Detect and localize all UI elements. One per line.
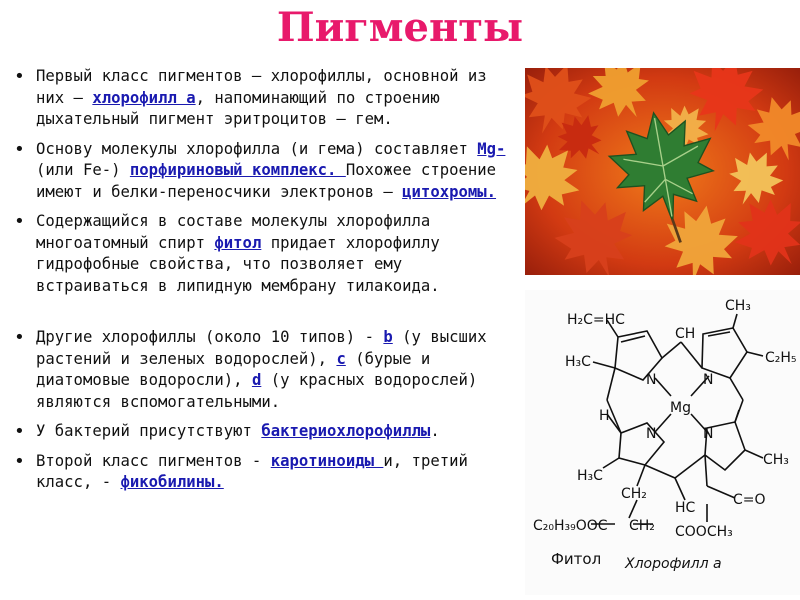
link-chlorophyll-a[interactable]: хлорофилл а [92, 88, 196, 107]
bullet-phytol [14, 211, 524, 297]
h-label: H [599, 408, 610, 424]
text: . [430, 422, 440, 440]
bullet-other-chlorophylls [14, 327, 524, 413]
co-label: C=O [733, 492, 766, 508]
chlorophyll-caption: Хлорофилл a [625, 556, 722, 572]
link-phycobilins[interactable]: фикобилины. [120, 473, 224, 491]
ch3-label: CH₃ [725, 298, 751, 314]
text: и, третий класс, - [36, 451, 468, 491]
phytyl-ester-label: C₂₀H₃₉OOC [533, 518, 608, 534]
link-mg[interactable]: Mg- [477, 139, 506, 158]
n-label-1: N [646, 372, 657, 388]
bullet-second-class [14, 451, 524, 494]
h3c-lower-label: H₃C [577, 468, 603, 484]
leaves-drawing [525, 68, 800, 275]
text: (или Fe-) [36, 161, 130, 179]
autumn-leaves-image [525, 68, 800, 275]
hc-label: HC [675, 500, 696, 516]
h3c-label: H₃C [565, 354, 591, 370]
text: Похожее строение имеют и белки-переносчики электронов – [36, 161, 497, 201]
text: (у высших растений и зеленых водорослей), [36, 328, 487, 368]
page-title: Пигменты [276, 4, 524, 51]
link-bacteriochlorophylls[interactable]: бактериохлорофиллы [261, 422, 431, 440]
text: (бурые и диатомовые водоросли), [36, 349, 431, 389]
mg-label: Mg [670, 400, 691, 416]
text: Второй класс пигментов - [36, 451, 271, 470]
ch2-label-1: CH₂ [621, 486, 647, 502]
text: Другие хлорофиллы (около 10 типов) - [36, 328, 384, 346]
bullet-chlorophylls [14, 66, 524, 131]
text: У бактерий присутствуют [36, 422, 262, 440]
c2h5-label: C₂H₅ [765, 350, 797, 366]
vinyl-label: H₂C=HC [567, 312, 625, 328]
link-cytochromes[interactable]: цитохромы. [402, 182, 497, 201]
link-chlorophyll-d[interactable]: d [251, 371, 262, 389]
text: Содержащийся в составе молекулы хлорофилла многоатомный спирт [36, 212, 431, 252]
cooch3-label: COOCH₃ [675, 524, 733, 540]
link-phytol[interactable]: фитол [214, 233, 262, 252]
ch-bridge-label: CH [675, 326, 696, 342]
text: (у красных водорослей) являются вспомогательными. [36, 371, 478, 411]
link-carotenoids[interactable]: каротиноиды [270, 451, 384, 470]
link-chlorophyll-b[interactable]: b [383, 328, 393, 346]
n-label-3: N [646, 426, 657, 442]
ch3-right-label: CH₃ [763, 452, 789, 468]
link-porphyrin-complex[interactable]: порфириновый комплекс. [129, 161, 346, 179]
bullet-list [14, 66, 524, 502]
text: Основу молекулы хлорофилла (и гема) составляет [36, 139, 478, 158]
phytol-caption: Фитол [551, 550, 602, 568]
n-label-4: N [703, 426, 714, 442]
bullet-bacteria [14, 421, 524, 443]
text: Первый класс пигментов – хлорофиллы, основной из них – [36, 67, 487, 107]
bullet-porphyrin [14, 139, 524, 204]
text: придает хлорофиллу гидрофобные свойства, что позволяет ему встраиваться в липидную мембрану тилакоида. [36, 233, 440, 295]
link-chlorophyll-c[interactable]: c [336, 349, 346, 368]
n-label-2: N [703, 372, 714, 388]
ch2-label-2: CH₂ [629, 518, 655, 534]
text: , напоминающий по строению дыхательный пигмент эритроцитов – гем. [36, 88, 440, 128]
